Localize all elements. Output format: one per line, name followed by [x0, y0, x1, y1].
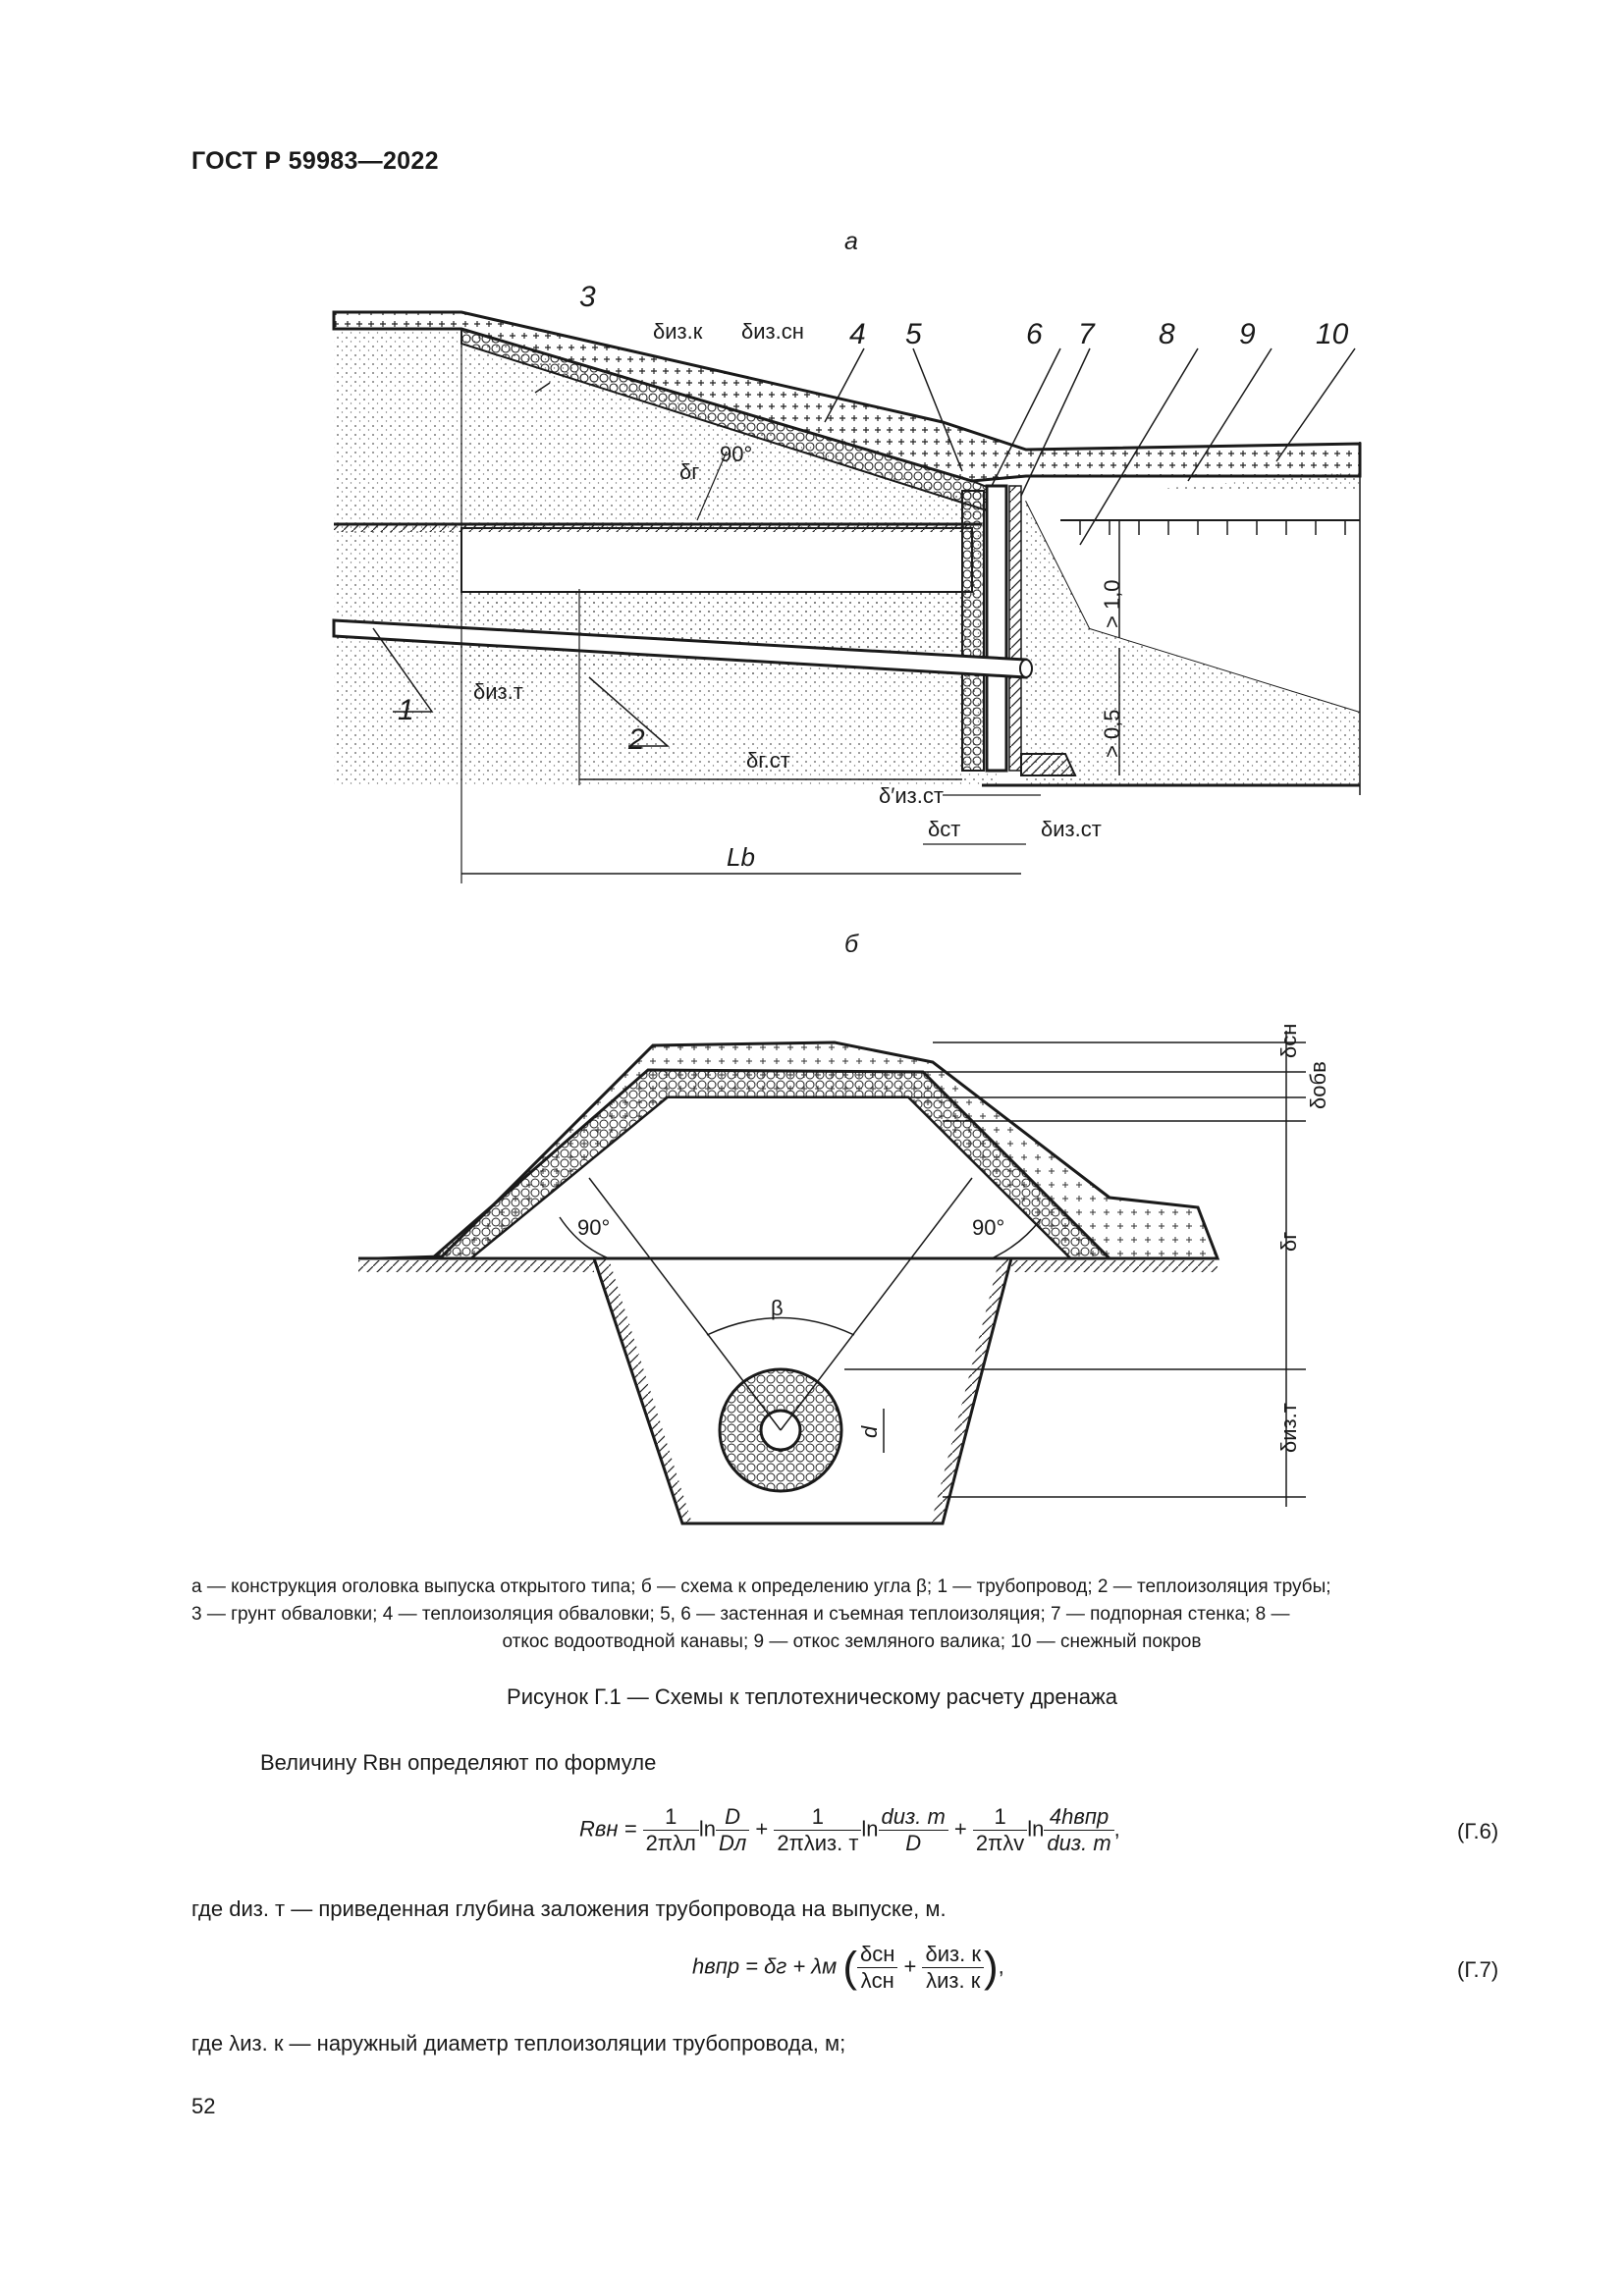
- dim-iz-k: δиз.к: [653, 319, 703, 344]
- g6-ln-2: ln: [861, 1816, 879, 1842]
- g7-a-den: λсн: [860, 1968, 894, 1993]
- figure-b-letter: б: [844, 931, 859, 958]
- dim-gt-05: > 0,5: [1100, 709, 1124, 758]
- angle-90-right: 90°: [972, 1215, 1005, 1240]
- figure-a-drawing: [0, 0, 1624, 942]
- legend-line-1: а — конструкция оголовка выпуска открытого типа; б — схема к определению угла β; 1 — трубопровод; 2 — теплоизоляция трубы;: [191, 1576, 1331, 1597]
- g6-ln-1: ln: [698, 1816, 716, 1842]
- figure-b-drawing: [0, 972, 1624, 1551]
- callout-4: 4: [849, 318, 866, 350]
- formula-g7-lhs: hвпр = δг + λм: [692, 1953, 838, 1979]
- retaining-wall: [987, 486, 1006, 771]
- g6-ln-3: ln: [1027, 1816, 1045, 1842]
- figure-a-letter: а: [844, 228, 858, 255]
- g6-t2-den: 2πλиз. т: [777, 1831, 859, 1855]
- callout-9: 9: [1239, 318, 1256, 350]
- g6-t2-num: 1: [774, 1804, 861, 1831]
- where-lambda-iz-k: где λиз. к — наружный диаметр теплоизоляции трубопровода, м;: [191, 2031, 846, 2056]
- dim-iz-t: δиз.т: [473, 679, 523, 704]
- g6-t1-den: 2πλл: [645, 1831, 696, 1855]
- dim-g: δг: [679, 459, 700, 484]
- wall-insulation: [962, 491, 984, 771]
- legend-line-3: откос водоотводной канавы; 9 — откос земляного валика; 10 — снежный покров: [502, 1631, 1202, 1652]
- angle-90-a: 90°: [720, 442, 753, 466]
- g6-t2-arg-den: D: [905, 1831, 922, 1855]
- dim-Lb: Lb: [727, 842, 755, 872]
- callout-5: 5: [905, 318, 922, 350]
- g7-a-num: δсн: [857, 1942, 897, 1968]
- intro-text: Величину Rвн определяют по формуле: [260, 1750, 657, 1775]
- g6-t3-num: 1: [973, 1804, 1027, 1831]
- g6-t3-den: 2πλv: [975, 1831, 1025, 1855]
- gallery-cavity: [461, 528, 972, 592]
- angle-beta: β: [771, 1296, 784, 1320]
- dim-b-sn: δсн: [1276, 1023, 1301, 1058]
- g6-t1-arg-num: D: [716, 1804, 749, 1831]
- g6-t2-arg-num: dиз. т: [879, 1804, 948, 1831]
- formula-g6-number: (Г.6): [1457, 1819, 1499, 1843]
- dim-b-iz-t: δиз.т: [1276, 1403, 1301, 1453]
- dim-b-g: δг: [1276, 1231, 1301, 1252]
- formula-g6: Rвн = $\frac{1}{\text{2πλл}}$ ln $\frac{D}{Dл}$ + $\frac{1}{\text{2πλиз. т}}$ ln $\frac{\text{dиз. т}}{D}$ + $\frac{1}{\text{2πλv}}$ ln $\frac{\text{4hвпр}}{\text{dиз. т}}$ ,: [579, 1804, 1120, 1855]
- g7-b-num: δиз. к: [922, 1942, 983, 1968]
- callout-7: 7: [1078, 318, 1095, 350]
- figure-legend: [191, 1574, 1512, 1656]
- dim-iz-st: δиз.ст: [1041, 817, 1102, 841]
- angle-90-left: 90°: [577, 1215, 611, 1240]
- callout-3: 3: [579, 281, 596, 313]
- where-d-iz-t: где dиз. т — приведенная глубина заложения трубопровода на выпуске, м.: [191, 1896, 947, 1921]
- dim-gt-1: > 1,0: [1100, 579, 1124, 628]
- formula-g6-lhs: Rвн =: [579, 1816, 637, 1842]
- callout-1: 1: [398, 694, 414, 726]
- g6-t3-arg-den: dиз. т: [1047, 1831, 1111, 1855]
- g7-b-den: λиз. к: [926, 1968, 981, 1993]
- page-number: 52: [191, 2094, 216, 2118]
- dim-iz-st-prime: δ′из.ст: [879, 783, 944, 808]
- formula-g7-number: (Г.7): [1457, 1957, 1499, 1982]
- dim-iz-sn: δиз.сн: [741, 319, 804, 344]
- callout-10: 10: [1316, 318, 1349, 350]
- legend-line-2: 3 — грунт обваловки; 4 — теплоизоляция обваловки; 5, 6 — застенная и съемная теплоизоляция; 7 — подпорная стенка; 8 —: [191, 1604, 1290, 1625]
- callout-6: 6: [1026, 318, 1043, 350]
- g6-t3-arg-num: 4hвпр: [1044, 1804, 1113, 1831]
- callout-8: 8: [1159, 318, 1175, 350]
- formula-g7: hвпр = δг + λм ( $\frac{\text{δсн}}{\text{λсн}}$ + $\frac{\text{δиз. к}}{\text{λиз. к}}$ ),: [692, 1942, 1004, 1993]
- figure-caption: Рисунок Г.1 — Схемы к теплотехническому расчету дренажа: [507, 1684, 1117, 1709]
- dim-b-obv: δобв: [1306, 1061, 1330, 1109]
- document-header: ГОСТ Р 59983—2022: [191, 147, 439, 175]
- dim-st: δст: [928, 817, 961, 841]
- g6-t1-num: 1: [643, 1804, 699, 1831]
- dim-b-d: d: [857, 1425, 882, 1438]
- dim-g-st: δг.ст: [746, 748, 790, 773]
- g6-t1-arg-den: Dл: [718, 1831, 747, 1855]
- callout-2: 2: [628, 723, 645, 756]
